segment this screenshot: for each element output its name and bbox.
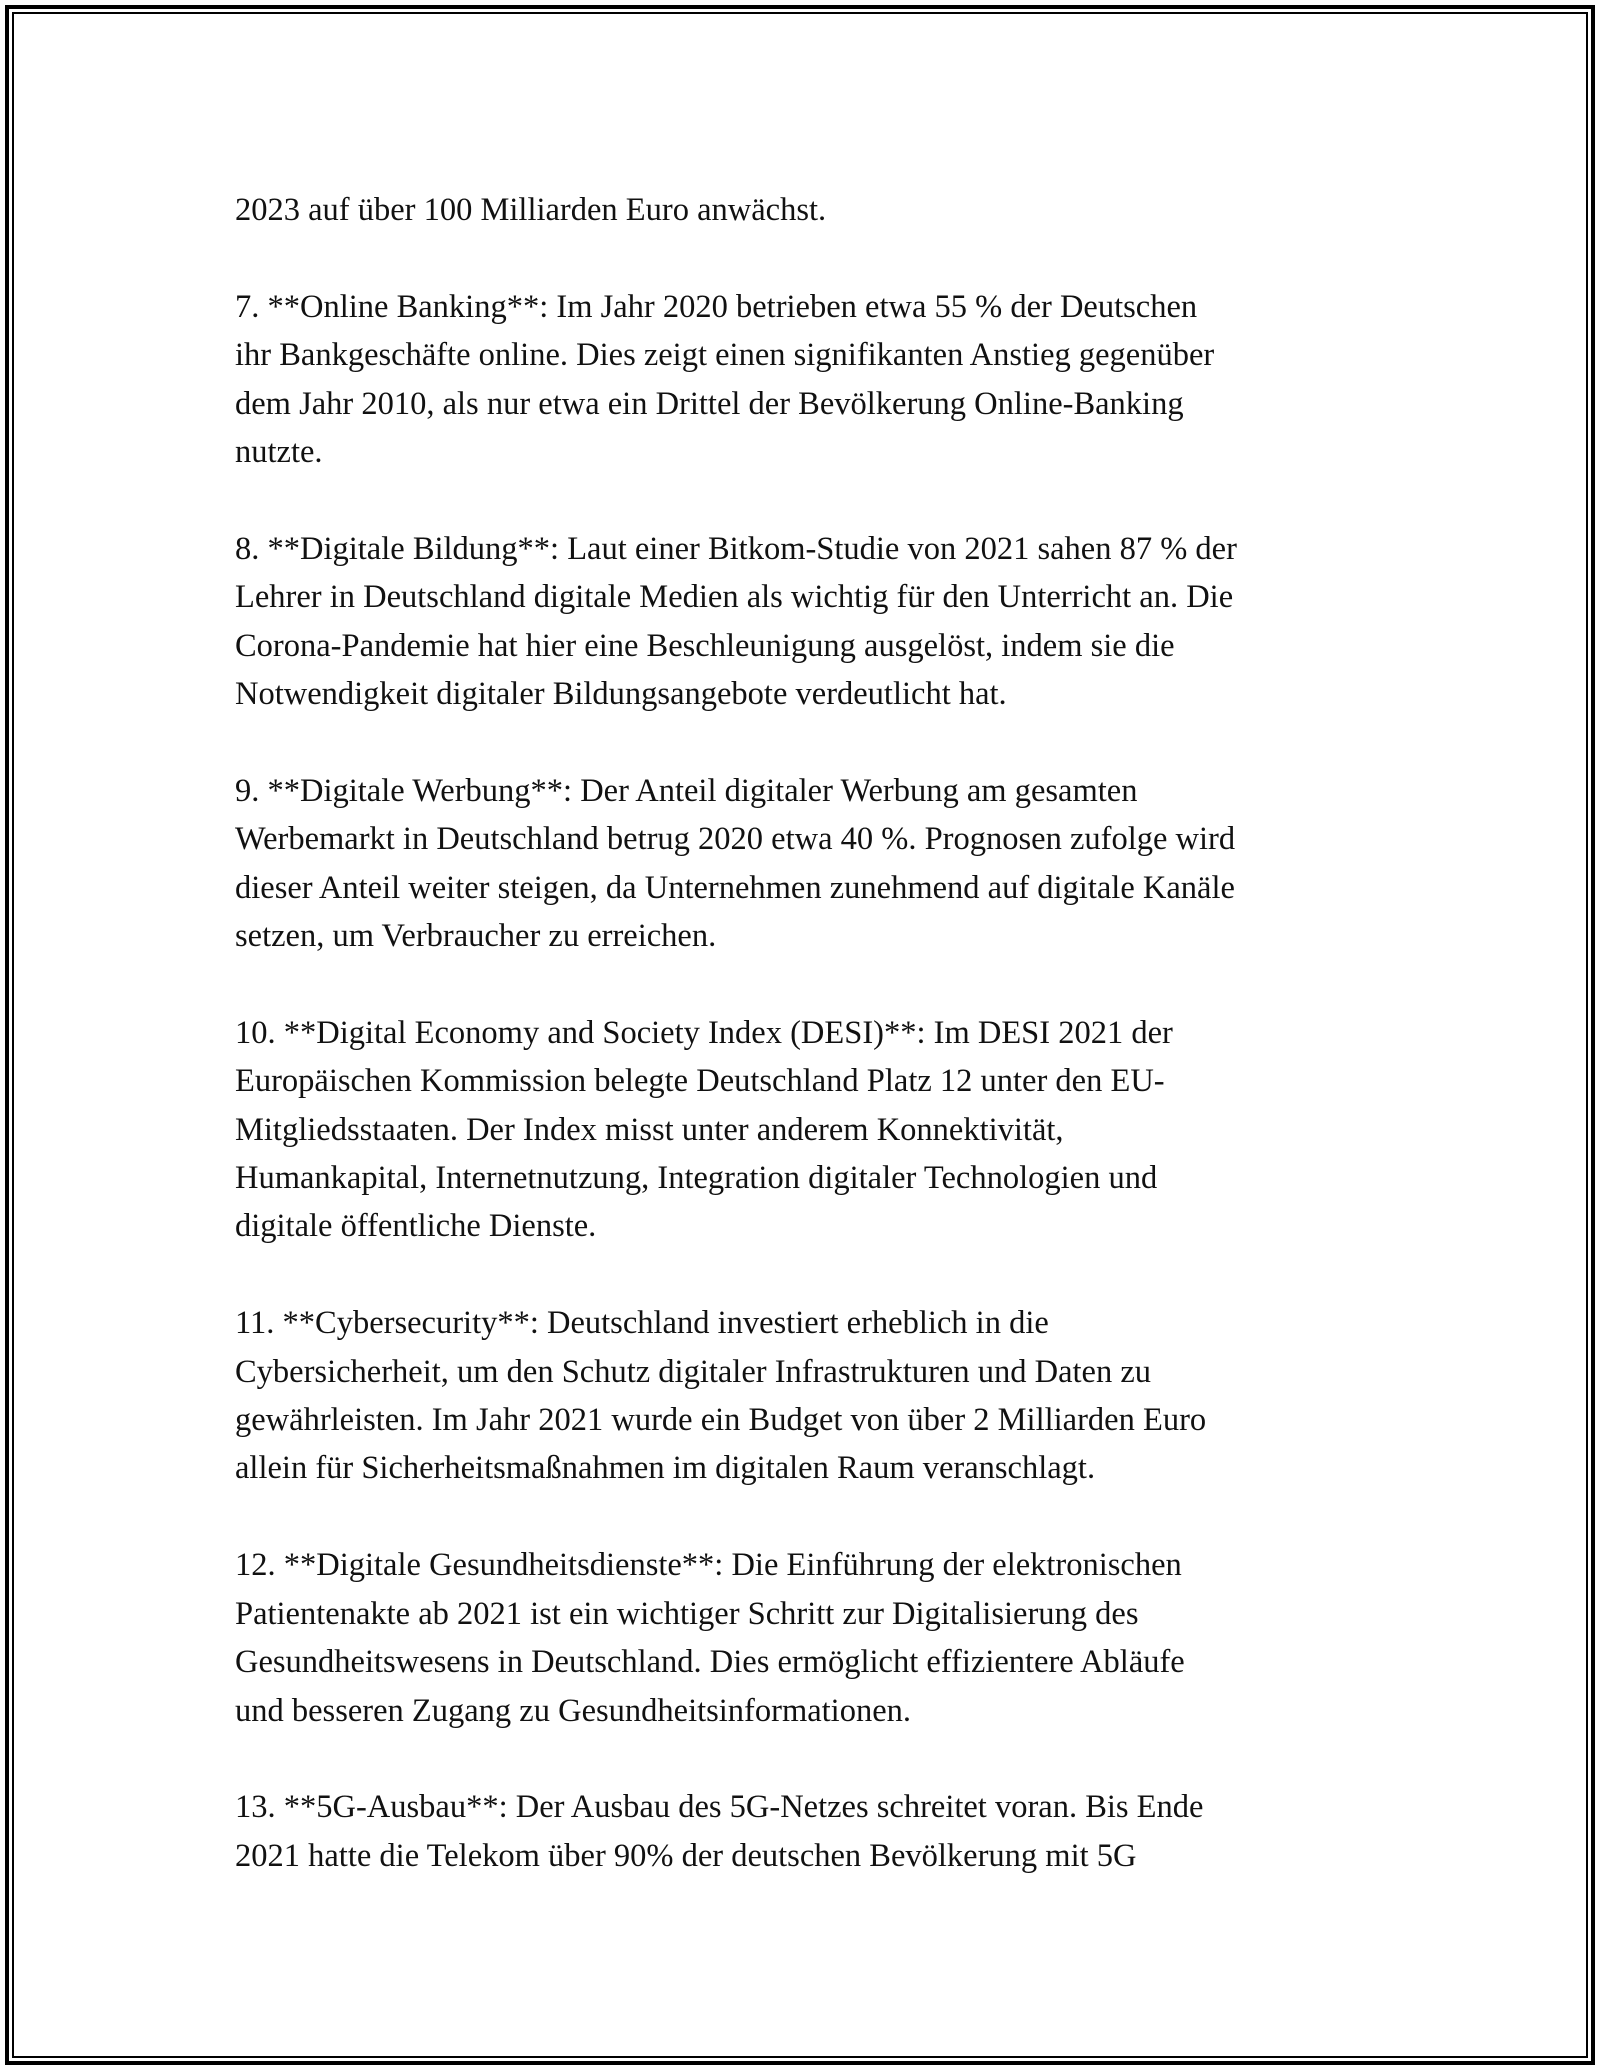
paragraph-continuation: 2023 auf über 100 Milliarden Euro anwächst.: [235, 192, 827, 228]
paragraph-online-banking: 7. **Online Banking**: Im Jahr 2020 betrieben etwa 55 % der Deutschen ihr Bankgeschäfte online. Dies zeigt einen signifikanten Anstieg gegenüber dem Jahr 2010, als nur etwa ein Drittel der Bevölkerung Online-Banking nutzte.: [235, 288, 1215, 471]
paragraph-cybersecurity: 11. **Cybersecurity**: Deutschland investiert erheblich in die Cybersicherheit, um den Schutz digitaler Infrastrukturen und Daten zu gewährleisten. Im Jahr 2021 wurde ein Budget von über 2 Milliarden Euro allein für Sicherheitsmaßnahmen im digitalen Raum veranschlagt.: [235, 1305, 1207, 1487]
paragraph-gesundheitsdienste: 12. **Digitale Gesundheitsdienste**: Die Einführung der elektronischen Patientenakte ab 2021 ist ein wichtiger Schritt zur Digitalisierung des Gesundheitswesens in Deutschland. Dies ermöglicht effizientere Abläufe und besseren Zugang zu Gesundheitsinformationen.: [235, 1547, 1185, 1729]
document-body: [235, 186, 1375, 1929]
paragraph-digitale-werbung: 9. **Digitale Werbung**: Der Anteil digitaler Werbung am gesamten Werbemarkt in Deutschland betrug 2020 etwa 40 %. Prognosen zufolge wird dieser Anteil weiter steigen, da Unternehmen zunehmend auf digitale Kanäle setzen, um Verbraucher zu erreichen.: [235, 772, 1236, 955]
paragraph-digitale-bildung: 8. **Digitale Bildung**: Laut einer Bitkom-Studie von 2021 sahen 87 % der Lehrer in Deutschland digitale Medien als wichtig für den Unterricht an. Die Corona-Pandemie hat hier eine Beschleunigung ausgelöst, indem sie die Notwendigkeit digitaler Bildungsangebote verdeutlicht hat.: [235, 530, 1237, 713]
paragraph-5g-ausbau: 13. **5G-Ausbau**: Der Ausbau des 5G-Netzes schreitet voran. Bis Ende 2021 hatte die Telekom über 90% der deutschen Bevölkerung mit 5G: [235, 1789, 1204, 1874]
paragraph-desi: 10. **Digital Economy and Society Index (DESI)**: Im DESI 2021 der Europäischen Kommission belegte Deutschland Platz 12 unter den EU- Mitgliedsstaaten. Der Index misst unter anderem Konnektivität, Humankapital, Internetnutzung, Integration digitaler Technologien und digitale öffentliche Dienste.: [235, 1014, 1173, 1245]
